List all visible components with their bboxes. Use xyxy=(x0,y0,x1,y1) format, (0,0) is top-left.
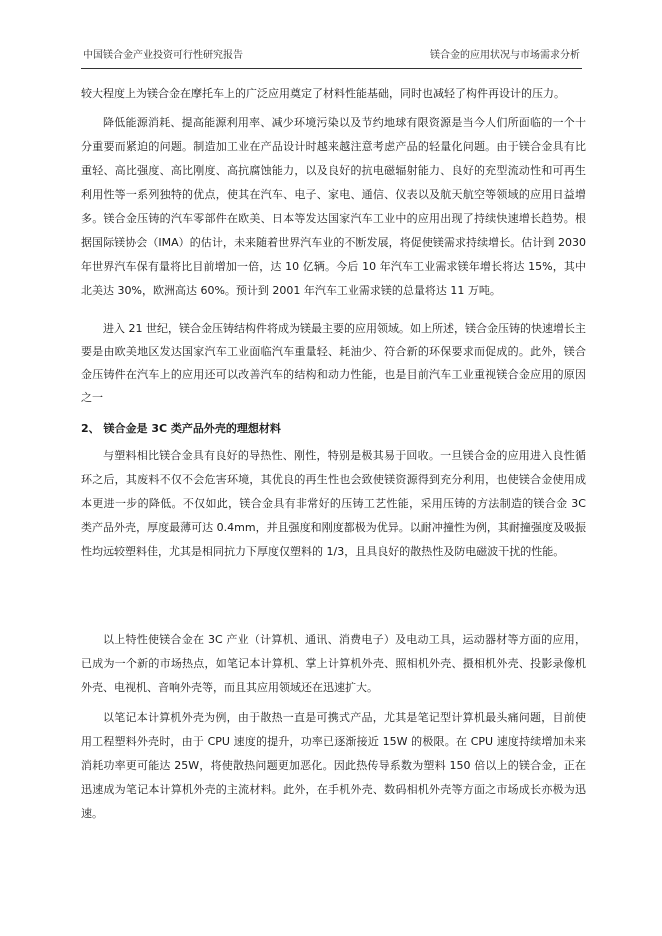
page-header xyxy=(81,42,582,69)
paragraph-21st-century: 进入 21 世纪，镁合金压铸结构件将成为镁最主要的应用领域。如上所述，镁合金压铸的快速增长主要是由欧美地区发达国家汽车工业面临汽车重量轻、耗油少、符合新的环保要求而促成的。此外，镁合金压铸件在汽车上的应用还可以改善汽车的结构和动力性能，也是目前汽车工业重视镁合金应用的原因之一 xyxy=(81,322,586,404)
paragraph-vs-plastic: 与塑料相比镁合金具有良好的导热性、刚性，特别是极其易于回收。一旦镁合金的应用进入良性循环之后，其废料不仅不会危害环境，其优良的再生性也会致使镁资源得到充分利用，也使镁合金使用成本更进一步的降低。不仅如此，镁合金具有非常好的压铸工艺性能，采用压铸的方法制造的镁合金 3C 类产品外壳，厚度最薄可达 0.4mm，并且强度和刚度都极为优异。以耐冲撞性为例，其耐撞强度及吸振性均远较塑料佳，尤其是相同抗力下厚度仅塑料的 1/3，且具良好的散热性及防电磁波干扰的性能。 xyxy=(81,449,586,558)
paragraph-energy-saving: 降低能源消耗、提高能源利用率、减少环境污染以及节约地球有限资源是当今人们所面临的一个十分重要而紧迫的问题。制造加工业在产品设计时越来越注意考虑产品的轻量化问题。由于镁合金具有比重轻、高比强度、高比刚度、高抗腐蚀能力，以及良好的抗电磁辐射能力、良好的充型流动性和可再生利用性等一系列独特的优点，使其在汽车、电子、家电、通信、仪表以及航天航空等领域的应用日益增多。镁合金压铸的汽车零部件在欧美、日本等发达国家汽车工业中的应用出现了持续快速增长趋势。根据国际镁协会（IMA）的估计，未来随着世界汽车业的不断发展，将促使镁需求持续增长。估计到 2030 年世界汽车保有量将比目前增加一倍，达 10 亿辆。今后 10 年汽车工业需求镁年增长将达 15%，其中北美达 30%，欧洲高达 60%。预计到 2001 年汽车工业需求镁的总量将达 11 万吨。 xyxy=(81,116,586,297)
section-heading: 2、 镁合金是 3C 类产品外壳的理想材料 xyxy=(81,422,281,435)
paragraph-continuation: 较大程度上为镁合金在摩托车上的广泛应用奠定了材料性能基础，同时也减轻了构件再设计的压力。 xyxy=(81,87,565,100)
header-report-title: 中国镁合金产业投资可行性研究报告 xyxy=(83,50,243,61)
paragraph-3c-applications: 以上特性使镁合金在 3C 产业（计算机、通讯、消费电子）及电动工具，运动器材等方面的应用，已成为一个新的市场热点，如笔记本计算机、掌上计算机外壳、照相机外壳、摄相机外壳、投影录像机外壳、电视机、音响外壳等，而且其应用领域还在迅速扩大。 xyxy=(81,633,586,694)
header-section-title: 镁合金的应用状况与市场需求分析 xyxy=(430,50,580,61)
paragraph-laptop-example: 以笔记本计算机外壳为例，由于散热一直是可携式产品，尤其是笔记型计算机最头痛问题，目前使用工程塑料外壳时，由于 CPU 速度的提升，功率已逐渐接近 15W 的极限。在 CPU 速度持续增加未来消耗功率更可能达 25W，将使散热问题更加恶化。因此热传导系数为塑料 150 倍以上的镁合金，正在迅速成为笔记本计算机外壳的主流材料。此外，在手机外壳、数码相机外壳等方面之市场成长亦极为迅速。 xyxy=(81,711,586,820)
